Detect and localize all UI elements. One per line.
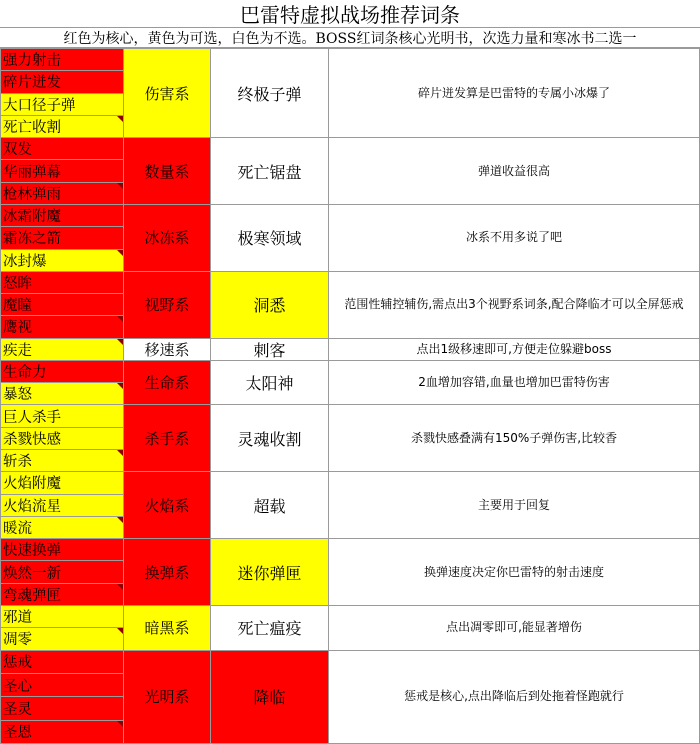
trait-cell: 快速换弹 (0, 538, 124, 561)
group-cell: 伤害系 (123, 48, 211, 138)
group-cell: 移速系 (123, 338, 211, 361)
trait-cell: 弯魂弹匣 (0, 583, 124, 606)
note-cell: 点出凋零即可,能显著增伤 (328, 605, 700, 651)
trait-cell: 生命力 (0, 360, 124, 383)
trait-cell: 怒眸 (0, 271, 124, 294)
legend-note: 红色为核心，黄色为可选，白色为不选。BOSS红词条核心光明书，次选力量和寒冰书二选一 (0, 28, 700, 48)
skill-cell: 终极子弹 (210, 48, 329, 138)
trait-cell: 双发 (0, 137, 124, 160)
note-cell: 碎片迸发算是巴雷特的专属小冰爆了 (328, 48, 700, 138)
trait-cell: 枪林弹雨 (0, 182, 124, 205)
trait-cell: 魔瞳 (0, 293, 124, 316)
group-cell: 光明系 (123, 650, 211, 744)
trait-cell: 圣灵 (0, 696, 124, 720)
note-cell: 杀戮快感叠满有150%子弹伤害,比较香 (328, 404, 700, 472)
trait-cell: 暖流 (0, 516, 124, 539)
note-cell: 弹道收益很高 (328, 137, 700, 205)
trait-cell: 碎片迸发 (0, 70, 124, 93)
trait-cell: 惩戒 (0, 650, 124, 674)
trait-cell: 圣恩 (0, 720, 124, 744)
group-cell: 视野系 (123, 271, 211, 339)
skill-cell: 死亡瘟疫 (210, 605, 329, 651)
trait-cell: 圣心 (0, 673, 124, 697)
note-cell: 惩戒是核心,点出降临后到处拖着怪跑就行 (328, 650, 700, 744)
group-cell: 换弹系 (123, 538, 211, 606)
group-cell: 数量系 (123, 137, 211, 205)
group-cell: 冰冻系 (123, 204, 211, 272)
trait-cell: 斩杀 (0, 449, 124, 472)
group-cell: 杀手系 (123, 404, 211, 472)
trait-cell: 强力射击 (0, 48, 124, 71)
note-cell: 主要用于回复 (328, 471, 700, 539)
note-cell: 冰系不用多说了吧 (328, 204, 700, 272)
skill-cell: 太阳神 (210, 360, 329, 406)
trait-cell: 鹰视 (0, 315, 124, 338)
skill-cell: 灵魂收割 (210, 404, 329, 472)
trait-cell: 暴怒 (0, 382, 124, 405)
trait-cell: 疾走 (0, 338, 124, 361)
trait-cell: 华丽弹幕 (0, 159, 124, 182)
trait-cell: 冰霜附魔 (0, 204, 124, 227)
skill-cell: 超载 (210, 471, 329, 539)
trait-cell: 巨人杀手 (0, 404, 124, 427)
trait-cell: 大口径子弹 (0, 93, 124, 116)
trait-cell: 杀戮快感 (0, 427, 124, 450)
trait-cell: 邪道 (0, 605, 124, 628)
note-cell: 点出1级移速即可,方便走位躲避boss (328, 338, 700, 361)
group-cell: 火焰系 (123, 471, 211, 539)
note-cell: 2血增加容错,血量也增加巴雷特伤害 (328, 360, 700, 406)
trait-cell: 死亡收割 (0, 115, 124, 138)
trait-cell: 冰封爆 (0, 249, 124, 272)
skill-cell: 迷你弹匣 (210, 538, 329, 606)
skill-cell: 极寒领域 (210, 204, 329, 272)
trait-cell: 霜冻之箭 (0, 226, 124, 249)
group-cell: 生命系 (123, 360, 211, 406)
skill-cell: 洞悉 (210, 271, 329, 339)
sheet-title: 巴雷特虚拟战场推荐词条 (0, 0, 700, 28)
trait-cell: 火焰附魔 (0, 471, 124, 494)
trait-cell: 焕然一新 (0, 560, 124, 583)
note-cell: 换弹速度决定你巴雷特的射击速度 (328, 538, 700, 606)
group-cell: 暗黑系 (123, 605, 211, 651)
note-cell: 范围性辅控辅伤,需点出3个视野系词条,配合降临才可以全屏惩戒 (328, 271, 700, 339)
trait-cell: 火焰流星 (0, 494, 124, 517)
skill-cell: 刺客 (210, 338, 329, 361)
skill-cell: 降临 (210, 650, 329, 744)
trait-cell: 凋零 (0, 627, 124, 650)
skill-cell: 死亡锯盘 (210, 137, 329, 205)
